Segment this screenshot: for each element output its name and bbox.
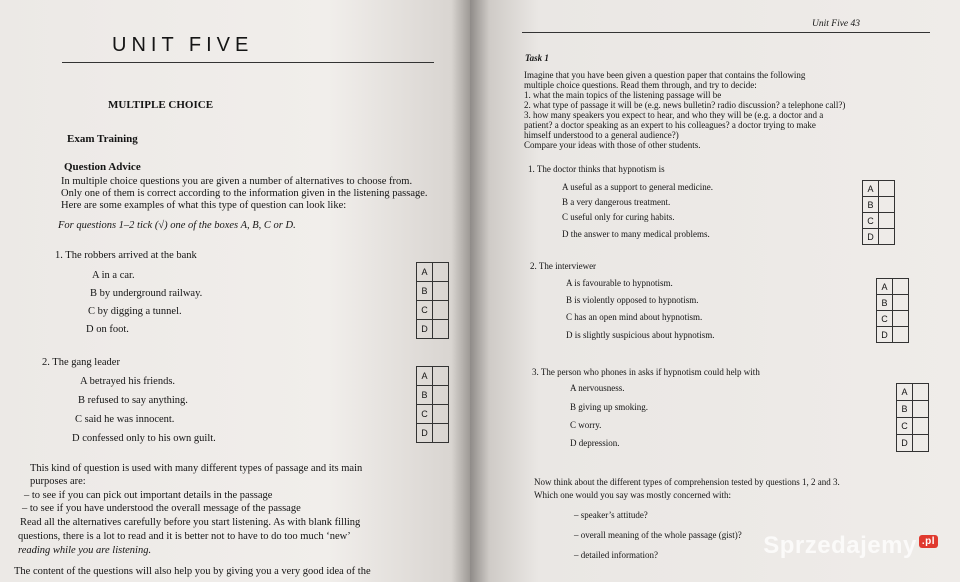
- tick-box[interactable]: [433, 301, 448, 319]
- box-letter: D: [417, 320, 433, 338]
- tick-box[interactable]: [913, 384, 928, 400]
- body-line: purposes are:: [30, 476, 86, 487]
- box-letter: C: [417, 301, 433, 319]
- tick-box[interactable]: [433, 367, 448, 385]
- body-line: questions, there is a lot to read and it is better not to have to do too much ‘new’: [18, 531, 351, 542]
- box-letter: A: [897, 384, 913, 400]
- body-line: Which one would you say was mostly concerned with:: [534, 490, 731, 500]
- answer-box-grid[interactable]: [416, 262, 449, 339]
- tick-box[interactable]: [433, 405, 448, 423]
- box-letter: A: [863, 181, 879, 196]
- advice-line: Here are some examples of what this type of question can look like:: [61, 200, 347, 211]
- box-letter: C: [863, 213, 879, 228]
- intro-line: 3. how many speakers you expect to hear, and who they will be (e.g. a doctor and a: [524, 110, 824, 120]
- question-stem: 3. The person who phones in asks if hypnotism could help with: [532, 367, 760, 377]
- question-stem: 2. The interviewer: [530, 261, 597, 271]
- box-letter: B: [417, 386, 433, 404]
- intro-line: himself understood to a general audience?): [524, 130, 679, 140]
- box-letter: C: [877, 311, 893, 326]
- option-d: D depression.: [570, 438, 620, 448]
- box-letter: D: [897, 435, 913, 451]
- running-head: Unit Five 43: [812, 19, 861, 29]
- option-c: C said he was innocent.: [75, 414, 175, 425]
- right-page: [470, 0, 960, 582]
- option-d: D is slightly suspicious about hypnotism.: [566, 330, 715, 340]
- tick-box[interactable]: [433, 386, 448, 404]
- tick-box[interactable]: [893, 327, 908, 342]
- option-a: A is favourable to hypnotism.: [566, 278, 673, 288]
- box-letter: B: [877, 295, 893, 310]
- advice-heading: Question Advice: [64, 161, 141, 173]
- tick-box[interactable]: [893, 311, 908, 326]
- option-c: C useful only for curing habits.: [562, 212, 675, 222]
- watermark-logo: [763, 532, 938, 560]
- tick-box[interactable]: [893, 295, 908, 310]
- advice-line: Only one of them is correct according to the information given in the listening passage.: [61, 188, 428, 199]
- body-line: – to see if you can pick out important details in the passage: [24, 490, 273, 501]
- option-c: C has an open mind about hypnotism.: [566, 312, 703, 322]
- question-stem: 2. The gang leader: [42, 357, 120, 368]
- bullet-line: – overall meaning of the whole passage (gist)?: [574, 530, 742, 540]
- body-line: reading while you are listening.: [18, 545, 152, 556]
- tick-box[interactable]: [433, 320, 448, 338]
- tick-box[interactable]: [913, 435, 928, 451]
- option-b: B refused to say anything.: [78, 395, 188, 406]
- box-letter: D: [417, 424, 433, 442]
- advice-line: In multiple choice questions you are given a number of alternatives to choose from.: [61, 176, 413, 187]
- answer-box-grid[interactable]: [896, 383, 929, 452]
- intro-line: 2. what type of passage it will be (e.g. news bulletin? radio discussion? a telephone call?): [524, 100, 846, 110]
- header-rule: [522, 32, 930, 33]
- option-a: A nervousness.: [570, 383, 625, 393]
- body-line: Now think about the different types of comprehension tested by questions 1, 2 and 3.: [534, 477, 840, 487]
- box-letter: D: [877, 327, 893, 342]
- tick-box[interactable]: [433, 424, 448, 442]
- intro-line: multiple choice questions. Read them through, and try to decide:: [524, 80, 757, 90]
- watermark-badge: .pl: [919, 535, 938, 548]
- exam-training-heading: Exam Training: [67, 133, 138, 145]
- box-letter: A: [417, 263, 433, 281]
- box-letter: B: [897, 401, 913, 417]
- bullet-line: – detailed information?: [574, 550, 658, 560]
- box-letter: C: [897, 418, 913, 434]
- intro-line: Compare your ideas with those of other students.: [524, 140, 701, 150]
- answer-box-grid[interactable]: [416, 366, 449, 443]
- section-heading: MULTIPLE CHOICE: [108, 99, 214, 111]
- left-page: [0, 0, 470, 582]
- tick-box[interactable]: [879, 213, 894, 228]
- box-letter: A: [877, 279, 893, 294]
- task-heading: Task 1: [525, 53, 549, 63]
- option-a: A useful as a support to general medicine.: [562, 182, 713, 192]
- intro-line: 1. what the main topics of the listening passage will be: [524, 90, 722, 100]
- unit-title: UNIT FIVE: [112, 34, 254, 56]
- intro-line: Imagine that you have been given a question paper that contains the following: [524, 70, 806, 80]
- tick-box[interactable]: [913, 401, 928, 417]
- answer-box-grid[interactable]: [862, 180, 895, 245]
- box-letter: C: [417, 405, 433, 423]
- instruction: For questions 1–2 tick (√) one of the boxes A, B, C or D.: [58, 220, 296, 231]
- option-c: C by digging a tunnel.: [88, 306, 182, 317]
- box-letter: A: [417, 367, 433, 385]
- option-a: A betrayed his friends.: [80, 376, 176, 387]
- body-line: The content of the questions will also help you by giving you a very good idea of the: [14, 566, 371, 577]
- option-d: D on foot.: [86, 324, 129, 335]
- tick-box[interactable]: [879, 197, 894, 212]
- box-letter: B: [863, 197, 879, 212]
- tick-box[interactable]: [879, 229, 894, 244]
- option-b: B is violently opposed to hypnotism.: [566, 295, 699, 305]
- box-letter: D: [863, 229, 879, 244]
- tick-box[interactable]: [433, 263, 448, 281]
- bullet-line: – speaker’s attitude?: [574, 510, 648, 520]
- option-b: B giving up smoking.: [570, 402, 649, 412]
- tick-box[interactable]: [879, 181, 894, 196]
- intro-line: patient? a doctor speaking as an expert to his colleagues? a doctor trying to make: [524, 120, 816, 130]
- option-a: A in a car.: [92, 270, 135, 281]
- answer-box-grid[interactable]: [876, 278, 909, 343]
- question-stem: 1. The robbers arrived at the bank: [55, 250, 197, 261]
- tick-box[interactable]: [433, 282, 448, 300]
- tick-box[interactable]: [913, 418, 928, 434]
- option-b: B a very dangerous treatment.: [562, 197, 671, 207]
- body-line: – to see if you have understood the overall message of the passage: [22, 503, 301, 514]
- option-b: B by underground railway.: [90, 288, 203, 299]
- question-stem: 1. The doctor thinks that hypnotism is: [528, 164, 665, 174]
- option-d: D the answer to many medical problems.: [562, 229, 710, 239]
- watermark-text: Sprzedajemy: [763, 532, 917, 559]
- tick-box[interactable]: [893, 279, 908, 294]
- option-c: C worry.: [570, 420, 602, 430]
- body-line: Read all the alternatives carefully before you start listening. As with blank filling: [20, 517, 361, 528]
- body-line: This kind of question is used with many different types of passage and its main: [30, 463, 363, 474]
- title-rule: [62, 62, 434, 63]
- box-letter: B: [417, 282, 433, 300]
- option-d: D confessed only to his own guilt.: [72, 433, 216, 444]
